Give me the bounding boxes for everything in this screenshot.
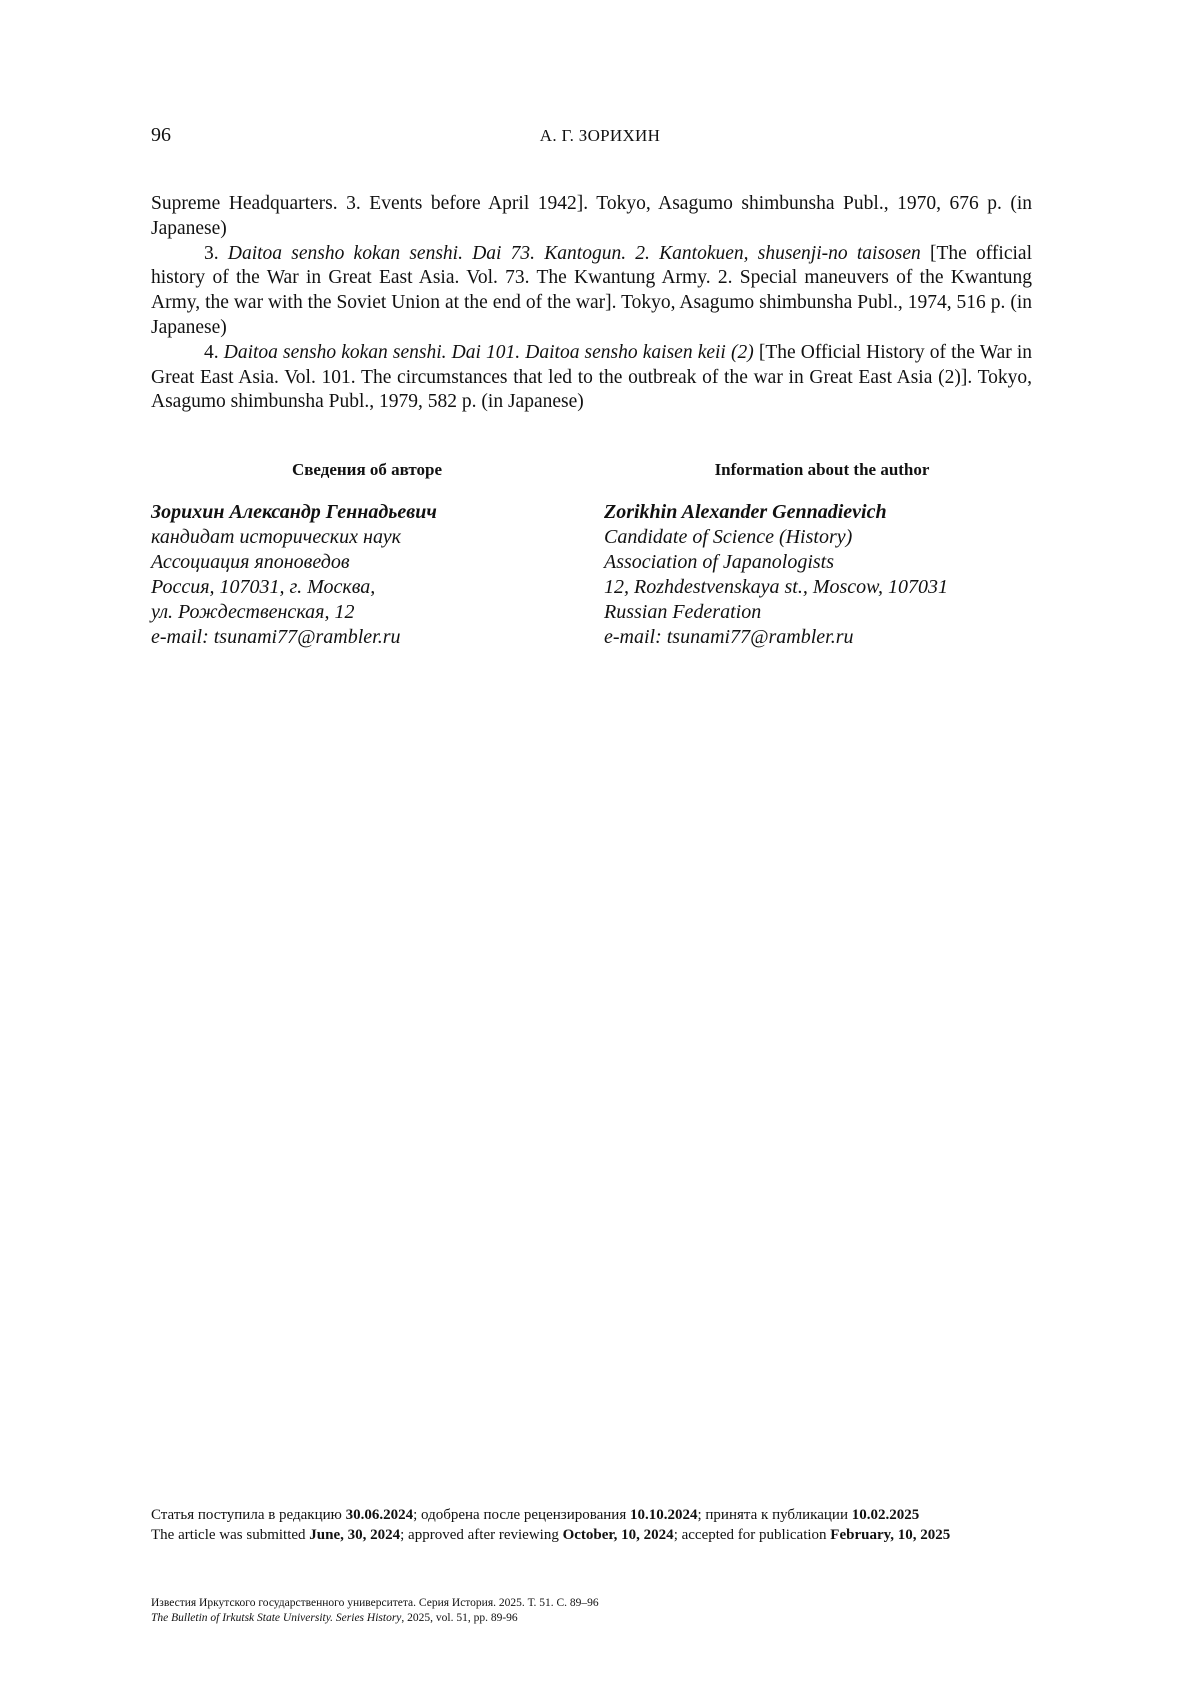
reference-details: [The official history of the War in Great East Asia. Vol. 73. The Kwantung Army. 2. Special maneuvers of the Kwantung Army, the war with the Soviet Union at the end of the war]. Tokyo, Asagumo shimbunsha Publ., 1974, 516 p. (in Japanese) [151, 242, 1032, 338]
journal-citation [151, 1596, 599, 1626]
reference-number: 4. [204, 341, 224, 363]
history-date: October, 10, 2024 [562, 1526, 674, 1543]
history-text: ; accepted for publication [673, 1526, 831, 1543]
author-info-ru [151, 460, 571, 650]
author-organization: Ассоциация японоведов [151, 551, 350, 573]
reference-continuation: Supreme Headquarters. 3. Events before April 1942]. Tokyo, Asagumo shimbunsha Publ., 1970, 676 p. (in Japanese) [151, 193, 1032, 239]
citation-en-journal: The Bulletin of Irkutsk State University. Series History [151, 1612, 402, 1624]
author-address: 12, Rozhdestvenskaya st., Moscow, 107031 [604, 576, 949, 598]
history-text: ; принята к публикации [697, 1507, 852, 1523]
article-history [151, 1506, 1031, 1545]
page-number: 96 [151, 124, 171, 146]
author-name: Zorikhin Alexander Gennadievich [604, 501, 887, 523]
author-info-heading: Сведения об авторе [291, 460, 443, 479]
history-text: ; approved after reviewing [400, 1526, 563, 1543]
history-text: ; одобрена после рецензирования [413, 1507, 630, 1523]
reference-item-3 [151, 242, 1032, 341]
author-address: Россия, 107031, г. Москва, [151, 576, 376, 598]
author-degree: кандидат исторических наук [151, 526, 401, 548]
running-header: А. Г. ЗОРИХИН [539, 126, 661, 145]
author-email: e-mail: tsunami77@rambler.ru [604, 626, 854, 648]
author-email: e-mail: tsunami77@rambler.ru [151, 626, 401, 648]
author-organization: Association of Japanologists [604, 551, 834, 573]
author-address: Russian Federation [604, 601, 762, 623]
reference-title: Daitoa sensho kokan senshi. Dai 101. Daitoa sensho kaisen keii (2) [223, 341, 754, 363]
history-date: 30.06.2024 [345, 1507, 414, 1523]
author-info-heading: Information about the author [714, 460, 930, 479]
reference-item-4 [151, 341, 1032, 415]
article-history-en [151, 1526, 1031, 1546]
author-address: ул. Рождественская, 12 [151, 601, 355, 623]
history-date: 10.02.2025 [851, 1507, 920, 1523]
citation-en-details: , 2025, vol. 51, pp. 89-96 [401, 1612, 518, 1624]
history-text: The article was submitted [151, 1526, 310, 1543]
references-list [151, 192, 1032, 415]
author-name: Зорихин Александр Геннадьевич [151, 501, 437, 523]
history-date: February, 10, 2025 [830, 1526, 951, 1543]
citation-en [151, 1611, 599, 1626]
reference-details: [The Official History of the War in Great East Asia. Vol. 101. The circumstances that led to the outbreak of the war in Great East Asia (2)]. Tokyo, Asagumo shimbunsha Publ., 1979, 582 p. (in Japanese) [151, 341, 1033, 413]
author-degree: Candidate of Science (History) [604, 526, 853, 548]
history-text: Статья поступила в редакцию [151, 1507, 346, 1523]
history-date: June, 30, 2024 [309, 1526, 401, 1543]
history-date: 10.10.2024 [629, 1507, 698, 1523]
article-history-ru [151, 1506, 1031, 1526]
reference-number: 3. [204, 242, 228, 264]
author-info-en [604, 460, 1024, 650]
reference-title: Daitoa sensho kokan senshi. Dai 73. Kantogun. 2. Kantokuen, shusenji-no taisosen [227, 242, 921, 264]
citation-ru: Известия Иркутского государственного университета. Серия История. 2025. Т. 51. С. 89–96 [151, 1597, 599, 1609]
